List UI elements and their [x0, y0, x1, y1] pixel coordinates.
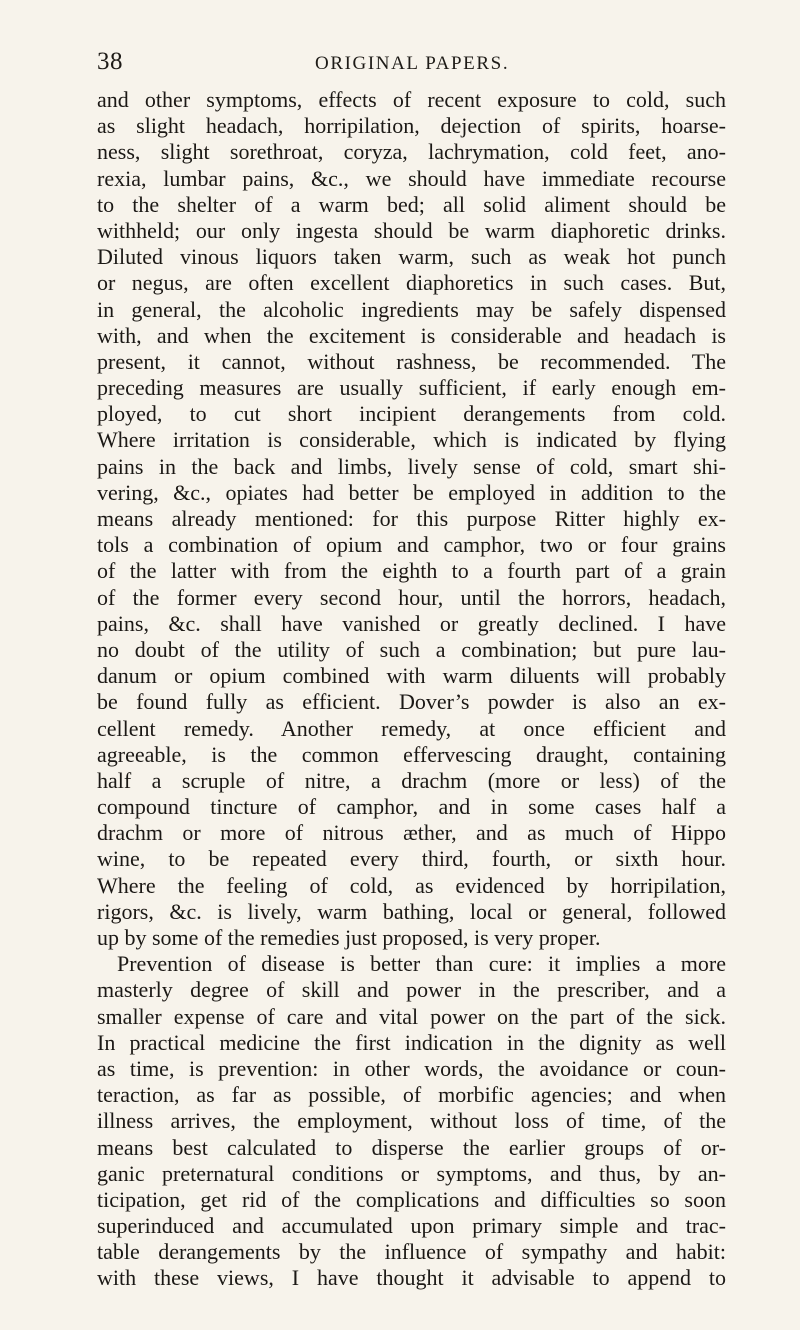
text-line: rigors, &c. is lively, warm bathing, local or general, followed	[97, 898, 726, 924]
text-line: or negus, are often excellent diaphoretics in such cases. But,	[97, 270, 726, 296]
text-line: teraction, as far as possible, of morbific agencies; and when	[97, 1082, 726, 1108]
text-line: withheld; our only ingesta should be warm diaphoretic drinks.	[97, 217, 726, 243]
text-line: as time, is prevention: in other words, the avoidance or coun-	[97, 1055, 726, 1081]
text-line: means already mentioned: for this purpose Ritter highly ex-	[97, 506, 726, 531]
text-line: agreeable, is the common effervescing draught, containing	[97, 741, 726, 767]
text-line: rexia, lumbar pains, &c., we should have immediate recourse	[97, 165, 726, 191]
text-line: ticipation, get rid of the complications and difficulties so soon	[97, 1186, 726, 1212]
page-number: 38	[97, 48, 123, 75]
text-line: in general, the alcoholic ingredients may be safely dispensed	[97, 296, 726, 322]
text-line: masterly degree of skill and power in the prescriber, and a	[97, 977, 726, 1003]
text-line: means best calculated to disperse the earlier groups of or-	[97, 1134, 726, 1160]
text-line: superinduced and accumulated upon primary simple and trac-	[97, 1213, 726, 1239]
text-line: of the former every second hour, until the horrors, headach,	[97, 584, 726, 610]
text-line: no doubt of the utility of such a combination; but pure lau-	[97, 636, 726, 662]
text-line: preceding measures are usually sufficient, if early enough em-	[97, 375, 726, 401]
text-line: drachm or more of nitrous æther, and as much of Hippo	[97, 820, 726, 846]
text-line: tols a combination of opium and camphor, two or four grains	[97, 532, 726, 558]
text-line: smaller expense of care and vital power on the part of the sick.	[97, 1003, 726, 1029]
text-line: vering, &c., opiates had better be employed in addition to the	[97, 479, 726, 505]
text-line: of the latter with from the eighth to a fourth part of a grain	[97, 558, 726, 584]
text-line: half a scruple of nitre, a drachm (more or less) of the	[97, 767, 726, 793]
text-line: illness arrives, the employment, without loss of time, of the	[97, 1108, 726, 1134]
text-line: compound tincture of camphor, and in some cases half a	[97, 794, 726, 820]
text-line: be found fully as efficient. Dover’s powder is also an ex-	[97, 689, 726, 715]
text-line: and other symptoms, effects of recent exposure to cold, such	[97, 87, 726, 112]
text-line: danum or opium combined with warm diluents will probably	[97, 663, 726, 689]
text-line: pains, &c. shall have vanished or greatly declined. I have	[97, 610, 726, 636]
text-line: with these views, I have thought it advisable to append to	[97, 1265, 726, 1291]
text-line: to the shelter of a warm bed; all solid aliment should be	[97, 191, 726, 217]
text-line: present, it cannot, without rashness, be recommended. The	[97, 348, 726, 374]
body-text	[97, 87, 726, 1292]
text-line: cellent remedy. Another remedy, at once efficient and	[97, 715, 726, 741]
text-line: up by some of the remedies just proposed, is very proper.	[97, 925, 601, 950]
text-line: ployed, to cut short incipient derangements from cold.	[97, 401, 726, 427]
text-line: Where irritation is considerable, which is indicated by flying	[97, 427, 726, 453]
text-line: ness, slight sorethroat, coryza, lachrymation, cold feet, ano-	[97, 139, 726, 165]
text-line: as slight headach, horripilation, dejection of spirits, hoarse-	[97, 113, 726, 139]
text-line: wine, to be repeated every third, fourth, or sixth hour.	[97, 846, 726, 872]
page-header	[97, 48, 723, 78]
text-line: ganic preternatural conditions or symptoms, and thus, by an-	[97, 1160, 726, 1186]
running-head: ORIGINAL PAPERS.	[315, 53, 510, 74]
text-line: Prevention of disease is better than cure: it implies a more	[117, 951, 726, 977]
text-line: In practical medicine the first indication in the dignity as well	[97, 1029, 726, 1055]
text-line: pains in the back and limbs, lively sense of cold, smart shi-	[97, 453, 726, 479]
text-line: Where the feeling of cold, as evidenced by horripilation,	[97, 872, 726, 898]
text-line: with, and when the excitement is considerable and headach is	[97, 322, 726, 348]
text-line: table derangements by the influence of sympathy and habit:	[97, 1239, 726, 1265]
text-line: Diluted vinous liquors taken warm, such as weak hot punch	[97, 244, 726, 270]
